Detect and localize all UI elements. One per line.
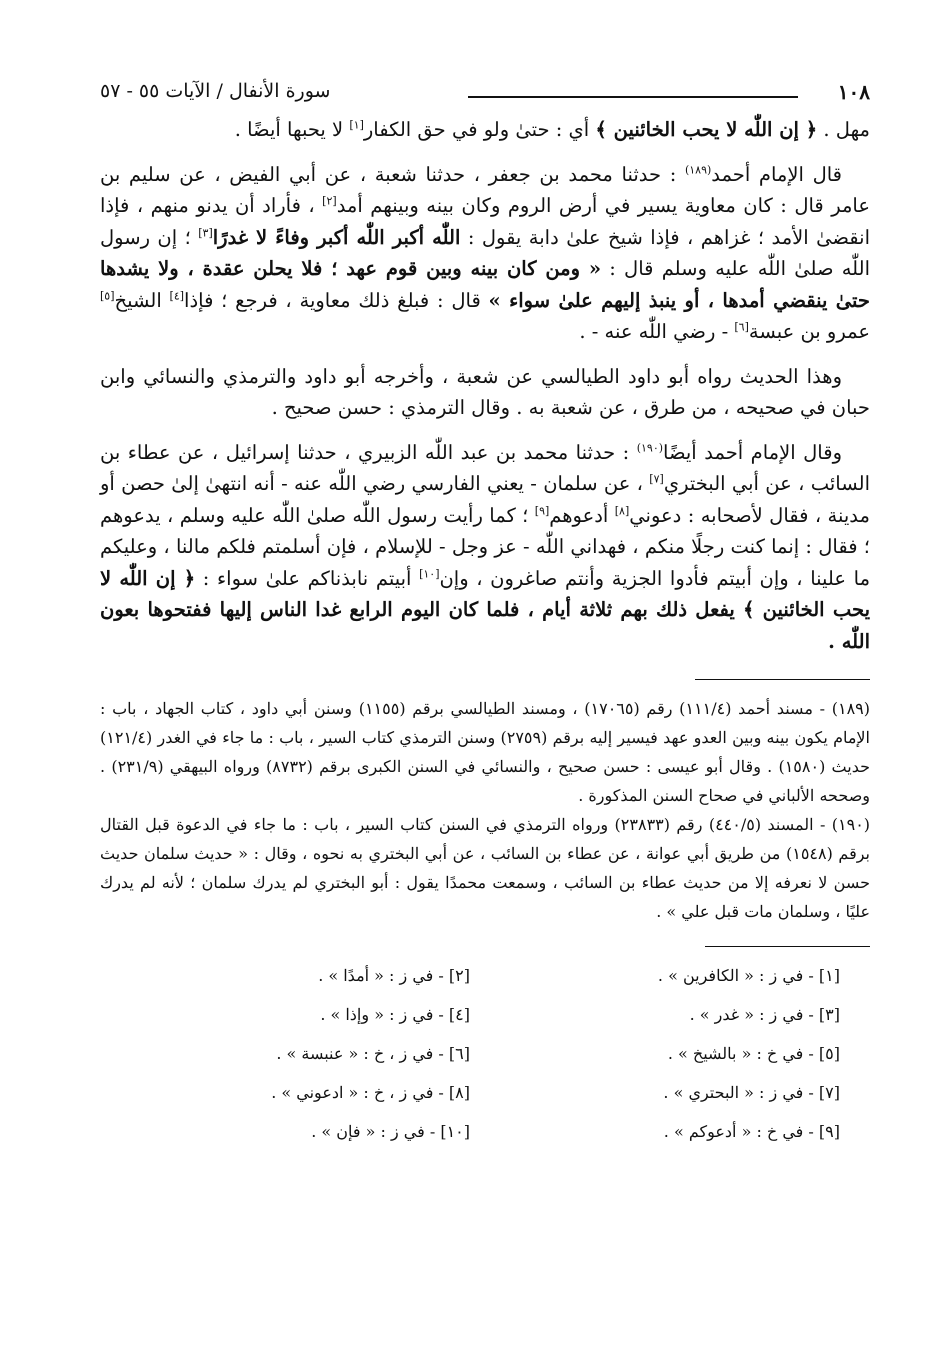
paragraph-0 xyxy=(100,114,870,146)
manuscript-variants xyxy=(100,957,870,1150)
text-run: : حدثنا محمد بن جعفر ، حدثنا شعبة ، عن أبي الفيض ، عن سليم بن عامر قال : كان معاوية يسير في أرض الروم وكان بينه وبينهم أمد xyxy=(100,162,870,217)
text-run: عمرو بن عبسة xyxy=(748,320,870,343)
page-number: ١٠٨ xyxy=(837,80,870,104)
footnotes xyxy=(100,694,870,926)
variant-ref: [٣] xyxy=(198,226,213,239)
variant-note: [٨] - في ز ، خ : « ادعوني » . xyxy=(271,1083,470,1102)
text-run: ؛ كما رأيت رسول اللّٰه صلىٰ اللّٰه عليه وسلم ، يدعوهم ؛ فقال : إنما كنت رجلًا منكم ، فهداني اللّٰه - عز وجل - للإسلام ، فإن أسلمتم فلكم مالنا ، وعليكم ما علينا ، وإن أبيتم فأدوا الجزية وأنتم صاغرون ، وإن xyxy=(100,503,871,590)
page-header xyxy=(100,80,870,114)
text-run: قال : فبلغ ذلك معاوية ، فرجع ؛ فإذا xyxy=(184,288,489,312)
variant-note: [٣] - في ز : « غدر » . xyxy=(689,1005,840,1024)
variant-note: [١٠] - في ز : « فإن » . xyxy=(311,1122,470,1141)
text-run: أي : حتىٰ ولو في حق الكفار xyxy=(363,118,596,141)
variant-ref: [٧] xyxy=(649,472,664,486)
text-run: قال الإمام أحمد xyxy=(711,162,842,186)
running-title: سورة الأنفال / الآيات ٥٥ - ٥٧ xyxy=(100,80,331,102)
paragraph-1 xyxy=(100,159,870,348)
variant-note: [٦] - في ز ، خ : « عنبسة » . xyxy=(276,1044,470,1063)
footnote-189: (١٨٩) - مسند أحمد (١١١/٤) رقم (١٧٠٦٥) ، ومسند الطيالسي برقم (١١٥٥) وسنن أبي داود ، كتاب الجهاد ، باب : الإمام يكون بينه وبين العدو عهد فيسير إليه برقم (٢٧٥٩) وسنن الترمذي كتاب السير ، باب : ما جاء في الغدر (١٢١/٤) حديث (١٥٨٠) . وقال أبو عيسى : حسن صحيح ، والنسائي في السنن الكبرى برقم (٨٧٣٢) ورواه البيهقي (٢٣١/٩) . وصححه الألباني في صحاح السنن المذكورة . xyxy=(100,699,870,805)
quran-verse: ﴿ إن اللّٰه لا يحب الخائنين ﴾ xyxy=(100,566,871,621)
variant-note: [٤] - في ز : « وإذا » . xyxy=(320,1005,470,1024)
paragraph-2: وهذا الحديث رواه أبو داود الطيالسي عن شعبة ، وأخرجه أبو داود والترمذي والنسائي وابن حبان في صحيحه ، من طرق ، عن شعبة به . وقال الترمذي : حسن صحيح . xyxy=(100,364,870,419)
text-run: ، عن سلمان - يعني الفارسي رضي اللّٰه عنه - أنه انتهىٰ إلىٰ حصن أو مدينة ، فقال لأصحابه : دعوني xyxy=(100,472,870,527)
text-run-bold: يفعل ذلك بهم ثلاثة أيام ، فلما كان اليوم الرابع غدا الناس إليها ففتحوها بعون اللّٰه . xyxy=(100,598,870,653)
quote-bold: اللّٰه أكبر اللّٰه أكبر وفاءً لا غدرًا xyxy=(212,225,461,249)
variant-note: [١] - في ز : « الكافرين » . xyxy=(657,966,840,985)
text-run: أبيتم نابذناكم علىٰ سواء : xyxy=(195,566,420,590)
footnote-ref: (١٩٠) xyxy=(636,441,664,454)
variant-note: [٧] - في ز : « البحتري » . xyxy=(663,1083,840,1102)
text-run: ؛ إن رسول اللّٰه صلىٰ اللّٰه عليه وسلم قال : xyxy=(100,225,870,280)
footnote-rule xyxy=(695,679,870,680)
header-rule xyxy=(468,96,798,98)
variants-rule xyxy=(705,946,870,947)
quran-verse: ﴿ إن اللّٰه لا يحب الخائنين ﴾ xyxy=(595,118,818,141)
variant-note: [٢] - في ز : « أمدًا » . xyxy=(318,966,470,985)
footnote-ref: (١٨٩) xyxy=(684,163,712,176)
variant-note: [٥] - في خ : « بالشيخ » . xyxy=(667,1044,840,1063)
hadith-quote: « ومن كان بينه وبين قوم عهد ؛ فلا يحلن عقدة ، ولا يشدها حتىٰ ينقضي أمدها ، أو ينبذ إليهم علىٰ سواء » xyxy=(100,257,870,312)
main-text xyxy=(100,114,870,657)
paragraph-3 xyxy=(100,437,870,658)
variant-ref: [١] xyxy=(349,118,364,132)
text-run: وقال الإمام أحمد أيضًا xyxy=(663,440,842,464)
book-page xyxy=(100,80,870,1150)
text-run: لا يحبها أيضًا . xyxy=(234,118,350,141)
footnote-190: (١٩٠) - المسند (٤٤٠/٥) رقم (٢٣٨٣٣) ورواه الترمذي في السنن كتاب السير ، باب : ما جاء في الدعوة قبل القتال برقم (١٥٤٨) من طريق أبي عوانة ، عن عطاء بن السائب ، عن أبي البختري به نحوه ، وقال : « حديث سلمان حديث حسن لا نعرفه إلا من حديث عطاء بن السائب ، وسمعت محمدًا يقول : أبو البختري لم يدرك سلمان ؛ لأنه لم يدرك عليًا ، وسلمان مات قبل علي » . xyxy=(100,815,871,921)
variant-ref: [١٠] xyxy=(419,567,440,580)
text-run: : حدثنا محمد بن عبد اللّٰه الزبيري ، حدثنا إسرائيل ، عن عطاء بن السائب ، عن أبي البختري xyxy=(100,440,870,495)
variant-ref: [٥] xyxy=(100,289,115,302)
variant-ref: [٤] xyxy=(169,289,185,302)
variant-note: [٩] - في خ : « أدعوكم » . xyxy=(663,1122,840,1141)
variant-ref: [٢] xyxy=(322,194,337,208)
variant-ref: [٩] xyxy=(534,504,550,517)
text-run: الشيخ xyxy=(114,288,170,312)
text-run: أدعوهم xyxy=(549,503,615,527)
variant-ref: [٨] xyxy=(614,504,630,517)
text-run: مهل . xyxy=(817,118,870,141)
variant-ref: [٦] xyxy=(734,320,749,334)
text-run: - رضي اللّٰه عنه - . xyxy=(579,320,735,343)
text-run: ، فأراد أن يدنو منهم ، فإذا انقضىٰ الأمد ؛ غزاهم ، فإذا شيخ علىٰ دابة يقول : xyxy=(100,194,871,249)
